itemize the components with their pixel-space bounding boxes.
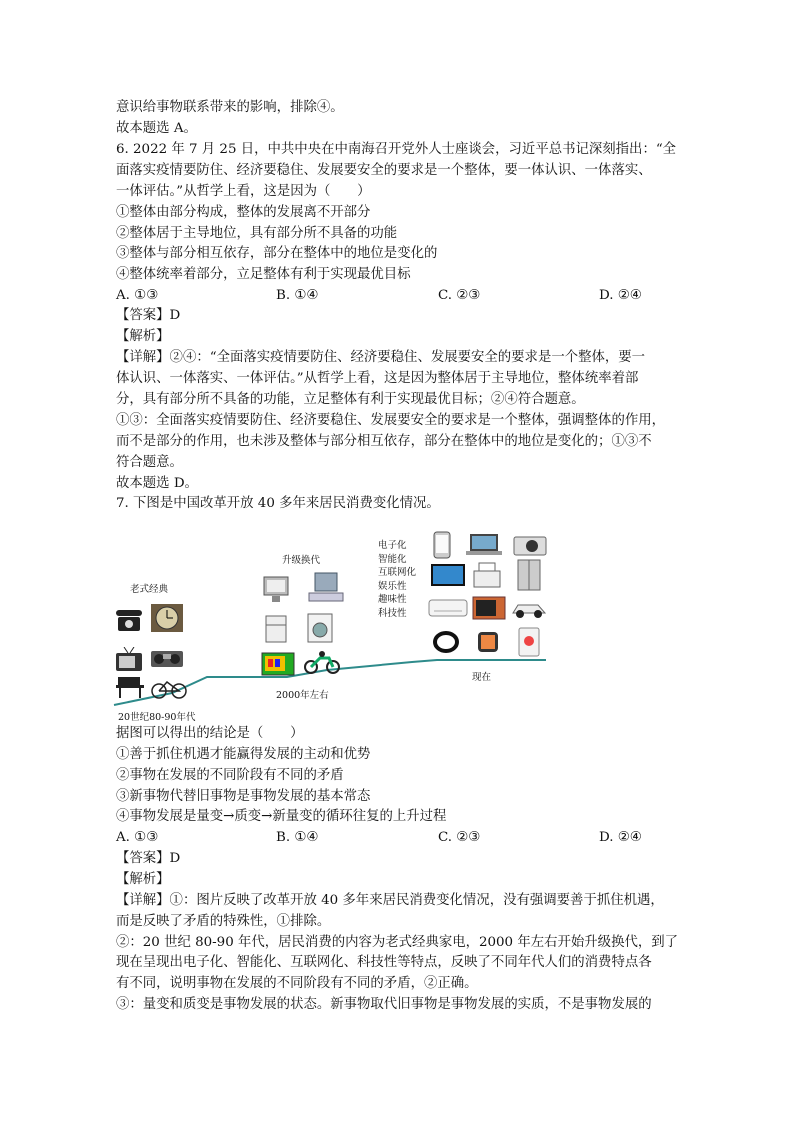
- smart-band-icon: [432, 629, 460, 655]
- computer-icon: [307, 571, 345, 605]
- consumption-change-figure: [112, 527, 552, 723]
- q7-option-a: A. ①③: [116, 830, 159, 845]
- feature-label: 科技性: [378, 607, 407, 619]
- color-tv-icon: [260, 649, 296, 677]
- q6-statement-3: ③整体与部分相互依存，部分在整体中的地位是变化的: [116, 246, 438, 261]
- q6-statement-4: ④整体统率着部分，立足整体有利于实现最优目标: [116, 267, 411, 282]
- q6-detail-line: 而不是部分的作用，也未涉及整体与部分相互依存，部分在整体中的地位是变化的；①③不: [116, 434, 652, 449]
- q6-option-a: A. ①③: [116, 288, 159, 303]
- car-icon: [510, 597, 548, 619]
- q7-answer: 【答案】D: [116, 851, 181, 866]
- feature-label: 电子化: [378, 540, 407, 551]
- radio-recorder-icon: [150, 647, 184, 669]
- washing-machine-icon: [306, 613, 334, 643]
- text-line: 一体评估。”从哲学上看，这是因为（ ）: [116, 184, 371, 199]
- printer-icon: [472, 561, 502, 591]
- smart-fridge-icon: [516, 559, 542, 591]
- q7-detail-line: 现在呈现出电子化、智能化、互联网化、科技性等特点，反映了不同年代人们的消费特点各: [116, 955, 652, 970]
- text-line: 意识给事物联系带来的影响，排除④。: [116, 100, 344, 115]
- q6-detail-line: 故本题选 D。: [116, 476, 198, 491]
- microwave-icon: [472, 595, 506, 621]
- clock-icon: [150, 603, 184, 633]
- refrigerator-icon: [262, 615, 290, 643]
- q6-option-c: C. ②③: [438, 288, 481, 303]
- sewing-machine-icon: [114, 675, 146, 699]
- bicycle-icon: [150, 677, 188, 699]
- smartphone-icon: [432, 531, 452, 559]
- feature-label: 互联网化: [378, 567, 417, 578]
- q7-prompt: 据图可以得出的结论是（ ）: [116, 726, 304, 741]
- label-2000: 2000年左右: [276, 690, 329, 701]
- air-conditioner-icon: [428, 597, 468, 619]
- q7-option-b: B. ①④: [276, 830, 319, 845]
- text-line: 面落实疫情要防住、经济要稳住、发展要安全的要求是一个整体，要一体认识、一体落实、: [116, 163, 652, 178]
- q7-detail-line: 有不同，说明事物在发展的不同阶段有不同的矛盾，②正确。: [116, 976, 478, 991]
- q6-detail-line: ①③：全面落实疫情要防住、经济要稳住、发展要安全的要求是一个整体，强调整体的作用，: [116, 413, 666, 428]
- q6-detail-line: 符合题意。: [116, 455, 183, 470]
- feature-label: 趣味性: [378, 594, 407, 605]
- pc-monitor-icon: [262, 575, 292, 605]
- label-now: 现在: [472, 672, 492, 683]
- q7-statement-4: ④事物发展是量变→质变→新量变的循环往复的上升过程: [116, 809, 447, 824]
- q6-detail-line: 【详解】②④：“全面落实疫情要防住、经济要稳住、发展要安全的要求是一个整体，要一: [116, 350, 646, 365]
- smartwatch-icon: [474, 627, 502, 657]
- feature-label: 智能化: [378, 553, 407, 565]
- q6-detail-line: 体认识、一体落实、一体评估。”从哲学上看，这是因为整体居于主导地位，整体统率着部: [116, 371, 639, 386]
- q6-option-b: B. ①④: [276, 288, 319, 303]
- question-7-stem: 7. 下图是中国改革开放 40 多年来居民消费变化情况。: [116, 496, 440, 511]
- laptop-icon: [464, 533, 504, 557]
- motorcycle-icon: [302, 649, 342, 675]
- q7-statement-1: ①善于抓住机遇才能赢得发展的主动和优势: [116, 747, 371, 762]
- feature-label: 娱乐性: [378, 580, 407, 592]
- old-tv-icon: [114, 647, 144, 673]
- stage3-features: [378, 539, 416, 620]
- q7-detail-line: ③：量变和质变是事物发展的状态。新事物取代旧事物是事物发展的实质，不是事物发展的: [116, 997, 652, 1012]
- q7-detail-line: 而是反映了矛盾的特殊性，①排除。: [116, 914, 331, 929]
- q7-statement-2: ②事物在发展的不同阶段有不同的矛盾: [116, 768, 344, 783]
- q6-statement-1: ①整体由部分构成，整体的发展离不开部分: [116, 205, 371, 220]
- stage1-title: 老式经典: [130, 584, 169, 595]
- text-line: 故本题选 A。: [116, 121, 197, 136]
- q7-detail-line: ②：20 世纪 80-90 年代，居民消费的内容为老式经典家电，2000 年左右开始升级换代，到了: [116, 935, 679, 950]
- camera-icon: [512, 531, 548, 557]
- telephone-icon: [114, 607, 144, 633]
- q6-answer: 【答案】D: [116, 308, 181, 323]
- q7-option-c: C. ②③: [438, 830, 481, 845]
- flat-tv-icon: [430, 563, 466, 589]
- question-6-stem: 6. 2022 年 7 月 25 日，中共中央在中南海召开党外人士座谈会，习近平总书记深刻指出：“全: [116, 142, 677, 157]
- q7-statement-3: ③新事物代替旧事物是事物发展的基本常态: [116, 789, 371, 804]
- q7-option-d: D. ②④: [599, 830, 642, 845]
- q6-detail-line: 分，具有部分所不具备的功能，立足整体有利于实现最优目标；②④符合题意。: [116, 392, 585, 407]
- q7-detail-line: 【详解】①：图片反映了改革开放 40 多年来居民消费变化情况，没有强调要善于抓住机遇，: [116, 893, 664, 908]
- q6-analysis-heading: 【解析】: [116, 329, 170, 344]
- q6-statement-2: ②整体居于主导地位，具有部分所不具备的功能: [116, 226, 398, 241]
- q7-analysis-heading: 【解析】: [116, 872, 170, 887]
- air-purifier-icon: [516, 627, 542, 657]
- q6-option-d: D. ②④: [599, 288, 642, 303]
- label-1980s: 20世纪80-90年代: [118, 712, 196, 723]
- stage2-title: 升级换代: [282, 555, 321, 566]
